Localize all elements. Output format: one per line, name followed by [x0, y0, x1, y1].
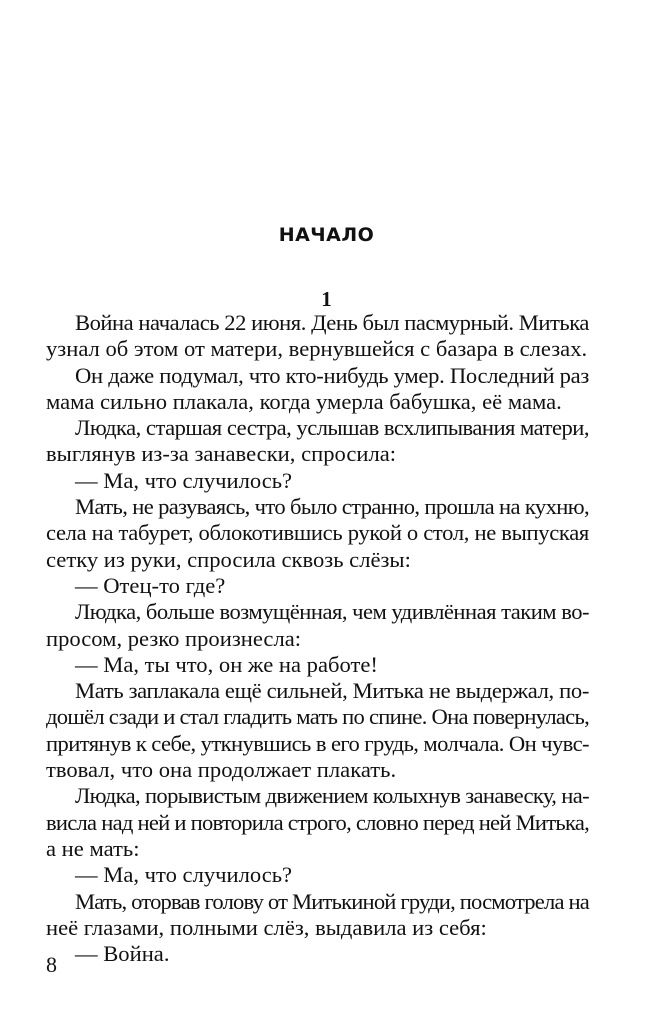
- text-line: притянув к себе, уткнувшись в его грудь, молчала. Он чувс-: [46, 730, 589, 756]
- text-line: Людка, больше возмущённая, чем удивлённая таким во-: [75, 599, 589, 625]
- text-line: Людка, порывистым движением колыхнув занавеску, на-: [75, 783, 589, 809]
- text-line: сетку из руки, спросила сквозь слёзы:: [46, 546, 411, 572]
- text-line: села на табурет, облокотившись рукой о стол, не выпуская: [46, 520, 589, 546]
- text-line: висла над ней и повторила строго, словно перед ней Митька,: [46, 809, 589, 835]
- text-line: Война началась 22 июня. День был пасмурный. Митька: [75, 310, 589, 335]
- text-line: твовал, что она продолжает плакать.: [46, 757, 397, 783]
- chapter-title: НАЧАЛО: [278, 224, 375, 246]
- text-line: Людка, старшая сестра, услышав всхлипывания матери,: [75, 415, 589, 441]
- text-line: — Война.: [75, 941, 170, 967]
- text-line: а не мать:: [46, 835, 140, 861]
- text-line: узнал об этом от матери, вернувшейся с базара в слезах.: [46, 336, 588, 362]
- section-number: 1: [321, 287, 332, 311]
- text-line: дошёл сзади и стал гладить мать по спине. Она повернулась,: [46, 704, 589, 730]
- text-line: — Ма, ты что, он же на работе!: [75, 651, 378, 677]
- text-line: выглянув из-за занавески, спросила:: [46, 441, 397, 467]
- text-line: — Ма, что случилось?: [75, 862, 293, 888]
- text-line: Он даже подумал, что кто-нибудь умер. Последний раз: [75, 362, 589, 388]
- page-number: 8: [46, 952, 57, 977]
- text-line: Мать, не разуваясь, что было странно, прошла на кухню,: [75, 494, 589, 520]
- text-line: — Отец-то где?: [75, 572, 226, 598]
- text-line: Мать, оторвав голову от Митькиной груди, посмотрела на: [75, 888, 589, 914]
- text-line: — Ма, что случилось?: [75, 467, 293, 493]
- text-line: неё глазами, полными слёз, выдавила из себя:: [46, 914, 487, 940]
- text-line: мама сильно плакала, когда умерла бабушка, её мама.: [46, 388, 562, 414]
- text-line: Мать заплакала ещё сильней, Митька не выдержал, по-: [75, 678, 589, 704]
- body-text: [46, 310, 589, 967]
- text-line: просом, резко произнесла:: [46, 625, 302, 651]
